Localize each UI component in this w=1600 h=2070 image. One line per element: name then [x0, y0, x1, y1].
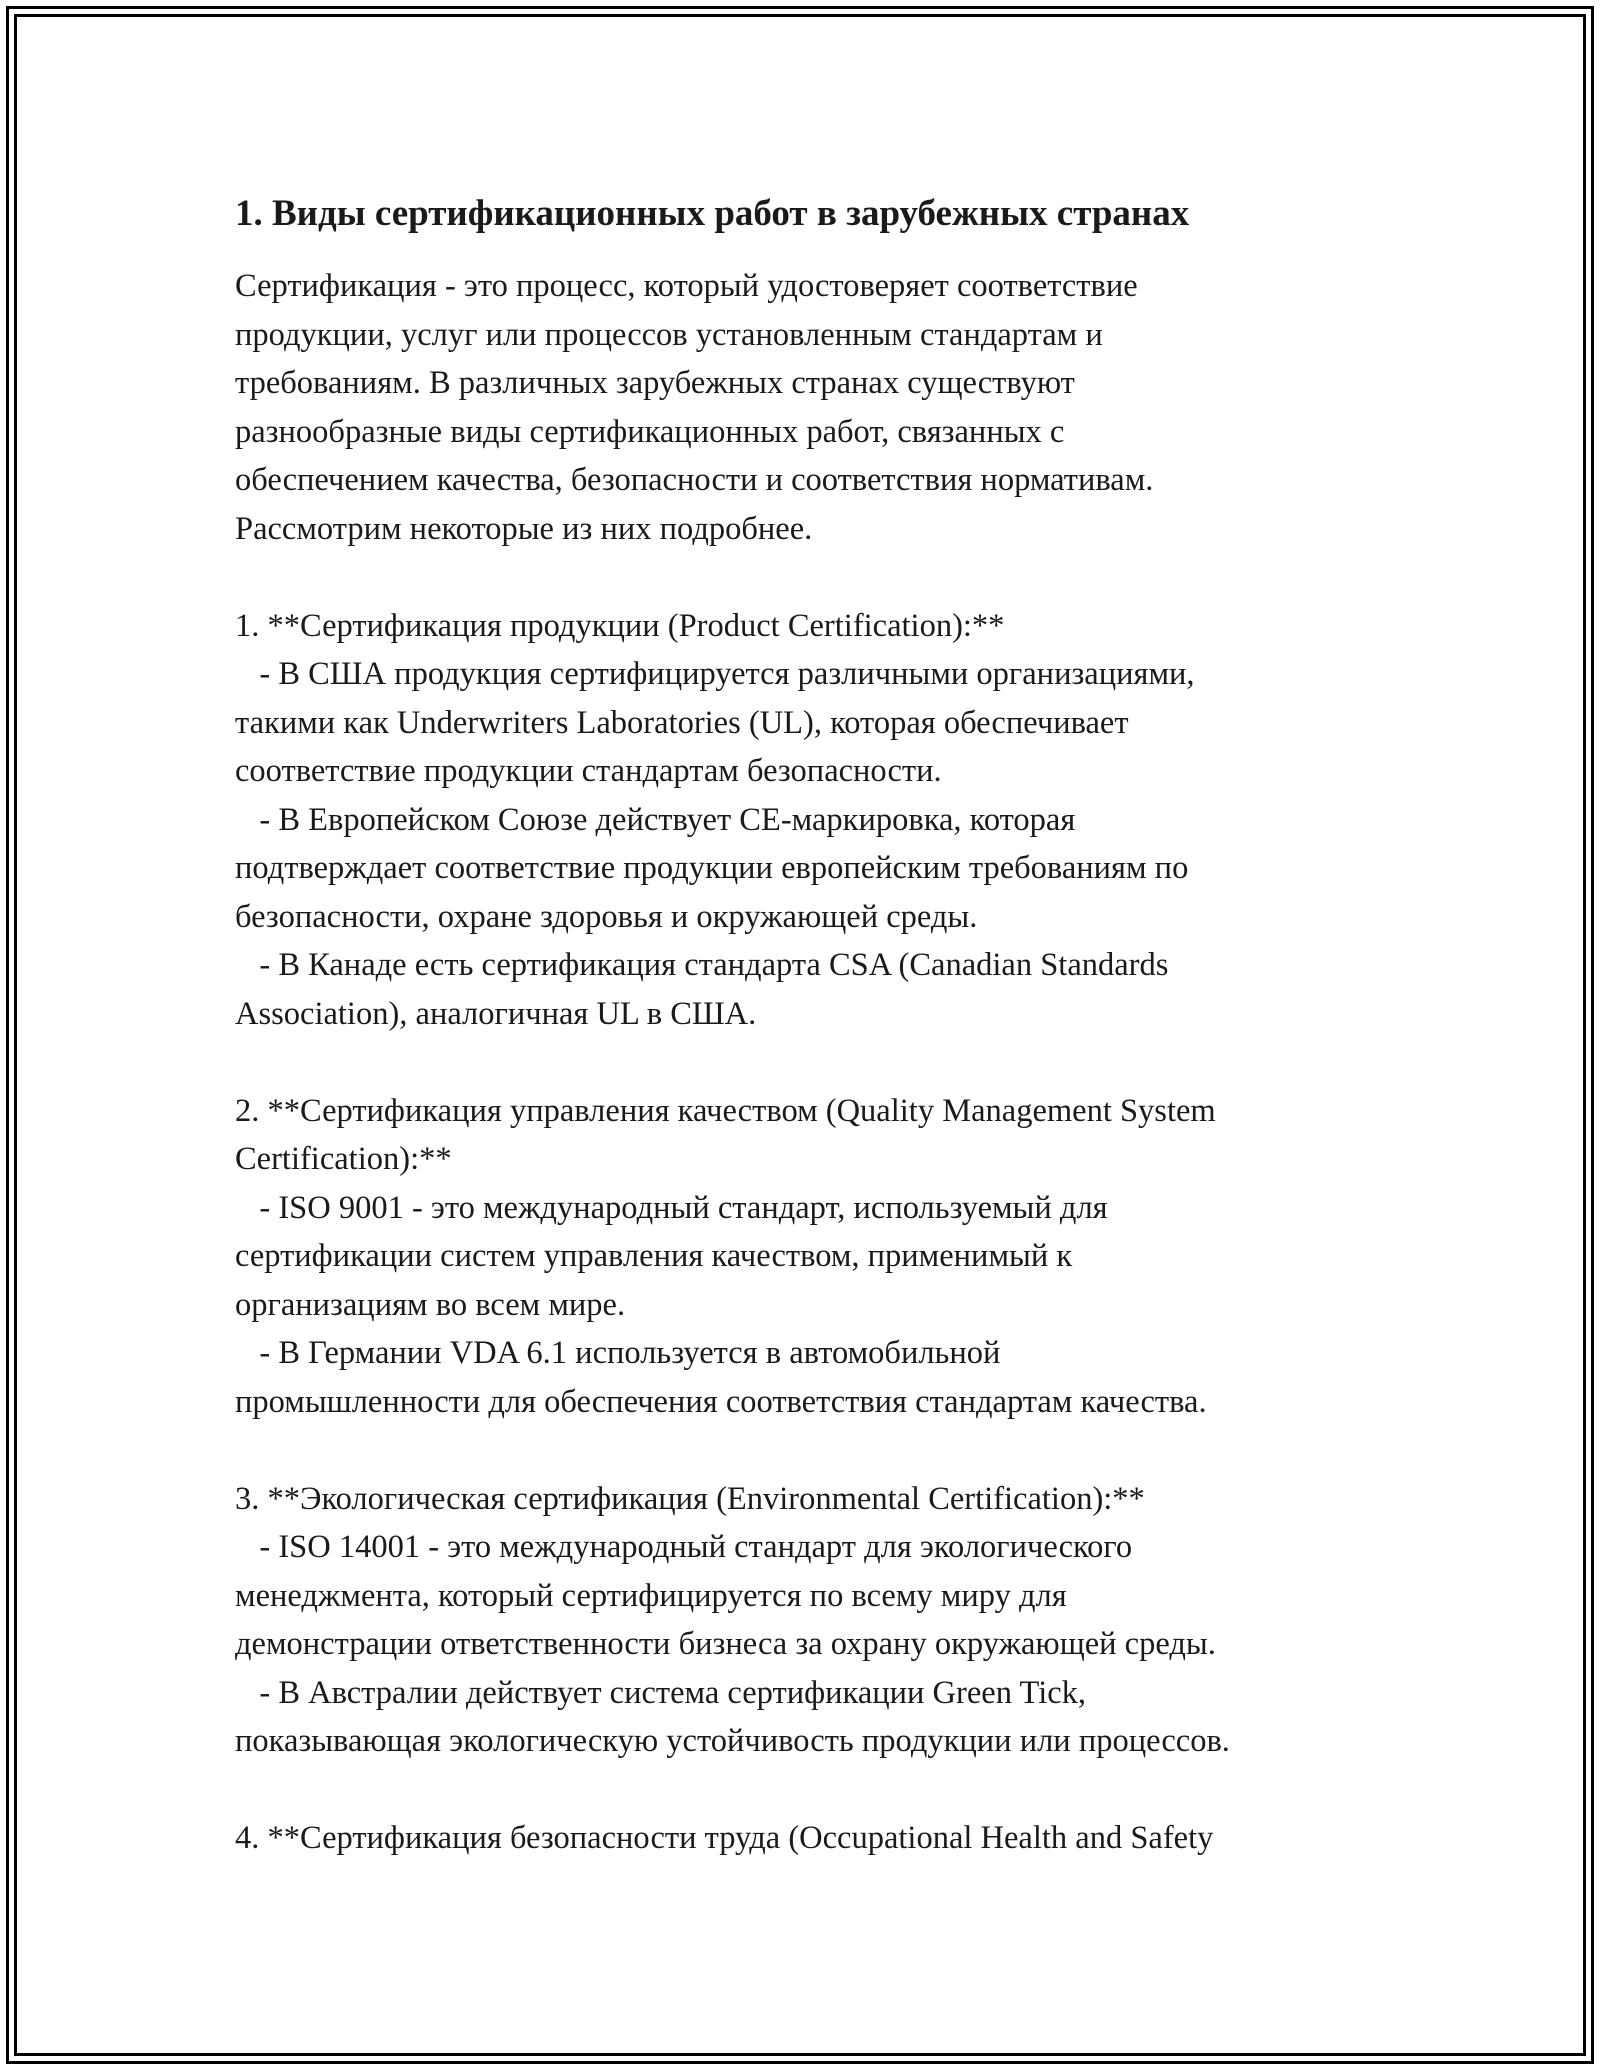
text-line: соответствие продукции стандартам безопасности.: [235, 753, 942, 789]
blank-line: [235, 553, 1385, 602]
text-line: Сертификация - это процесс, который удостоверяет соответствие: [235, 268, 1138, 304]
text-line: - В США продукция сертифицируется различными организациями,: [235, 656, 1195, 692]
text-line: - В Германии VDA 6.1 используется в автомобильной: [235, 1335, 1001, 1371]
text-line: продукции, услуг или процессов установленным стандартам и: [235, 316, 1103, 353]
text-line: менеджмента, который сертифицируется по всему миру для: [235, 1577, 1067, 1614]
text-line: требованиям. В различных зарубежных странах существуют: [235, 365, 1075, 401]
text-line: - В Канаде есть сертификация стандарта CSA (Canadian Standards: [235, 947, 1169, 983]
text-line: - ISO 14001 - это международный стандарт для экологического: [235, 1529, 1133, 1565]
text-line: демонстрации ответственности бизнеса за охрану окружающей среды.: [235, 1626, 1216, 1662]
text-line: Association), аналогичная UL в США.: [235, 995, 757, 1032]
text-line: подтверждает соответствие продукции европейским требованиям по: [235, 850, 1189, 886]
text-line: 3. **Экологическая сертификация (Environmental Certification):**: [235, 1480, 1145, 1517]
text-line: такими как Underwriters Laboratories (UL), которая обеспечивает: [235, 704, 1129, 741]
text-line: Certification):**: [235, 1141, 452, 1177]
text-line: разнообразные виды сертификационных работ, связанных с: [235, 413, 1065, 450]
text-line: - В Австралии действует система сертификации Green Tick,: [235, 1674, 1087, 1711]
text-line: 1. **Сертификация продукции (Product Certification):**: [235, 607, 1005, 644]
text-line: сертификации систем управления качеством, применимый к: [235, 1238, 1073, 1274]
blank-line: [235, 1766, 1385, 1815]
text-line: 2. **Сертификация управления качеством (Quality Management System: [235, 1092, 1216, 1129]
text-line: безопасности, охране здоровья и окружающей среды.: [235, 898, 978, 935]
document-page: [235, 190, 1385, 1863]
text-line: показывающая экологическую устойчивость продукции или процессов.: [235, 1723, 1230, 1759]
body-text: [235, 262, 1385, 1863]
text-line: 4. **Сертификация безопасности труда (Occupational Health and Safety: [235, 1820, 1214, 1856]
text-line: - В Европейском Союзе действует CE-маркировка, которая: [235, 801, 1076, 838]
section-heading: 1. Виды сертификационных работ в зарубежных странах: [235, 193, 1190, 234]
text-line: Рассмотрим некоторые из них подробнее.: [235, 510, 813, 547]
blank-line: [235, 1426, 1385, 1475]
text-line: - ISO 9001 - это международный стандарт, используемый для: [235, 1189, 1108, 1226]
blank-line: [235, 1038, 1385, 1087]
text-line: организациям во всем мире.: [235, 1286, 626, 1323]
text-line: обеспечением качества, безопасности и соответствия нормативам.: [235, 462, 1154, 498]
text-line: промышленности для обеспечения соответствия стандартам качества.: [235, 1383, 1207, 1420]
